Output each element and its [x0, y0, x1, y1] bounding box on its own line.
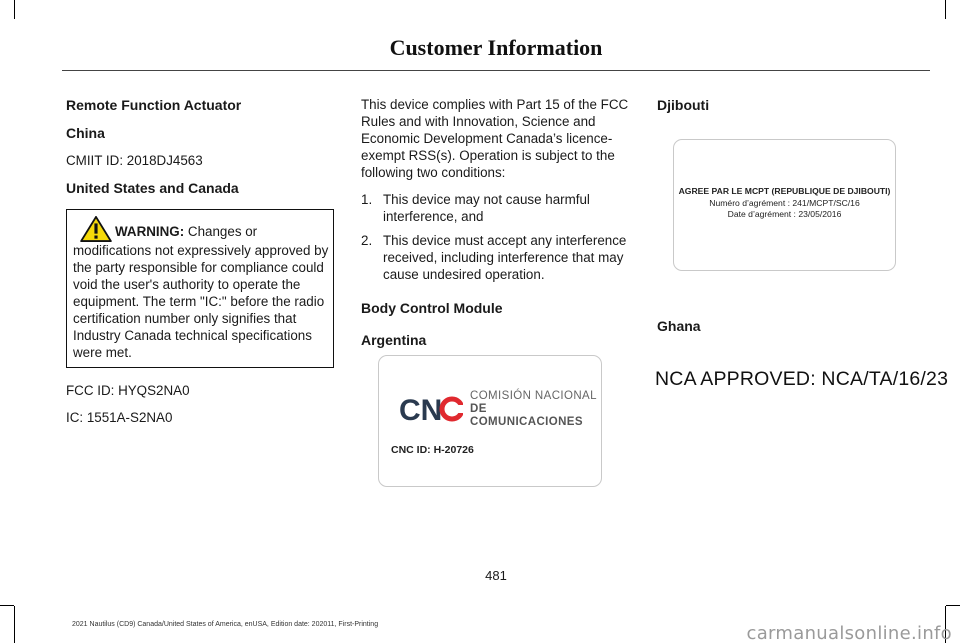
- column-left: [66, 96, 334, 436]
- djibouti-label-card: [673, 139, 896, 271]
- crop-mark-tr-v: [945, 0, 946, 19]
- warning-text: Changes or modifications not expressively approved by the party responsible for compliance could void the user's authority to operate the equipment. The term "IC:" before the radio certification number only signifies that Industry Canada technical specifications were met.: [73, 224, 329, 360]
- list-item: 2. This device must accept any interference received, including interference that may cause undesired operation.: [361, 233, 627, 282]
- watermark-link[interactable]: carmanualsonline.info: [746, 623, 952, 644]
- heading-ghana: Ghana: [657, 318, 701, 334]
- header-divider: [62, 70, 930, 71]
- compliance-statement: This device complies with Part 15 of the FCC Rules and with Innovation, Science and Economic Development Canada’s licence-exempt RSS(s). Operation is subject to the following two conditions:: [361, 97, 629, 180]
- heading-body-control-module: Body Control Module: [361, 300, 503, 316]
- heading-china: China: [66, 125, 105, 141]
- crop-mark-tl-v: [14, 0, 15, 19]
- warning-label: WARNING:: [115, 224, 185, 239]
- crop-mark-bl-h: [0, 605, 14, 606]
- heading-djibouti: Djibouti: [657, 97, 710, 113]
- crop-mark-bl-v: [14, 606, 15, 643]
- djibouti-line2: Numéro d’agrément : 241/MCPT/SC/16: [709, 197, 860, 208]
- heading-remote-function-actuator: Remote Function Actuator: [66, 97, 242, 113]
- nca-approval: NCA APPROVED: NCA/TA/16/23: [655, 368, 949, 390]
- svg-text:CN: CN: [399, 394, 443, 426]
- cnc-brand-text: [470, 390, 601, 429]
- conditions-list: [361, 191, 631, 283]
- cmiit-id: CMIIT ID: 2018DJ4563: [66, 153, 203, 168]
- column-middle: [361, 96, 631, 359]
- crop-mark-br-h: [946, 605, 960, 606]
- footer-edition: 2021 Nautilus (CD9) Canada/United States of America, enUSA, Edition date: 202011, First-Printing: [72, 621, 379, 628]
- heading-us-canada: United States and Canada: [66, 180, 239, 196]
- heading-argentina: Argentina: [361, 332, 427, 348]
- page-title: Customer Information: [389, 35, 603, 60]
- list-item: 1. This device may not cause harmful interference, and: [361, 192, 590, 224]
- djibouti-approval-text: [674, 186, 895, 221]
- cnc-logo-icon: [399, 392, 463, 426]
- cnc-brand-line1: COMISIÓN NACIONAL: [470, 390, 597, 402]
- page-number: 481: [485, 568, 507, 583]
- djibouti-line3: Date d’agrément : 23/05/2016: [727, 209, 842, 219]
- djibouti-line1: AGREE PAR LE MCPT (REPUBLIQUE DE DJIBOUTI): [678, 186, 891, 196]
- warning-box: [66, 209, 334, 368]
- warning-triangle-icon: [79, 216, 113, 242]
- ic-id: IC: 1551A-S2NA0: [66, 410, 173, 425]
- fcc-id: FCC ID: HYQS2NA0: [66, 383, 190, 398]
- cnc-label-card: [378, 355, 602, 487]
- cnc-id: CNC ID: H-20726: [391, 444, 474, 456]
- column-right: [657, 96, 902, 124]
- cnc-brand-line2: DE COMUNICACIONES: [470, 403, 583, 428]
